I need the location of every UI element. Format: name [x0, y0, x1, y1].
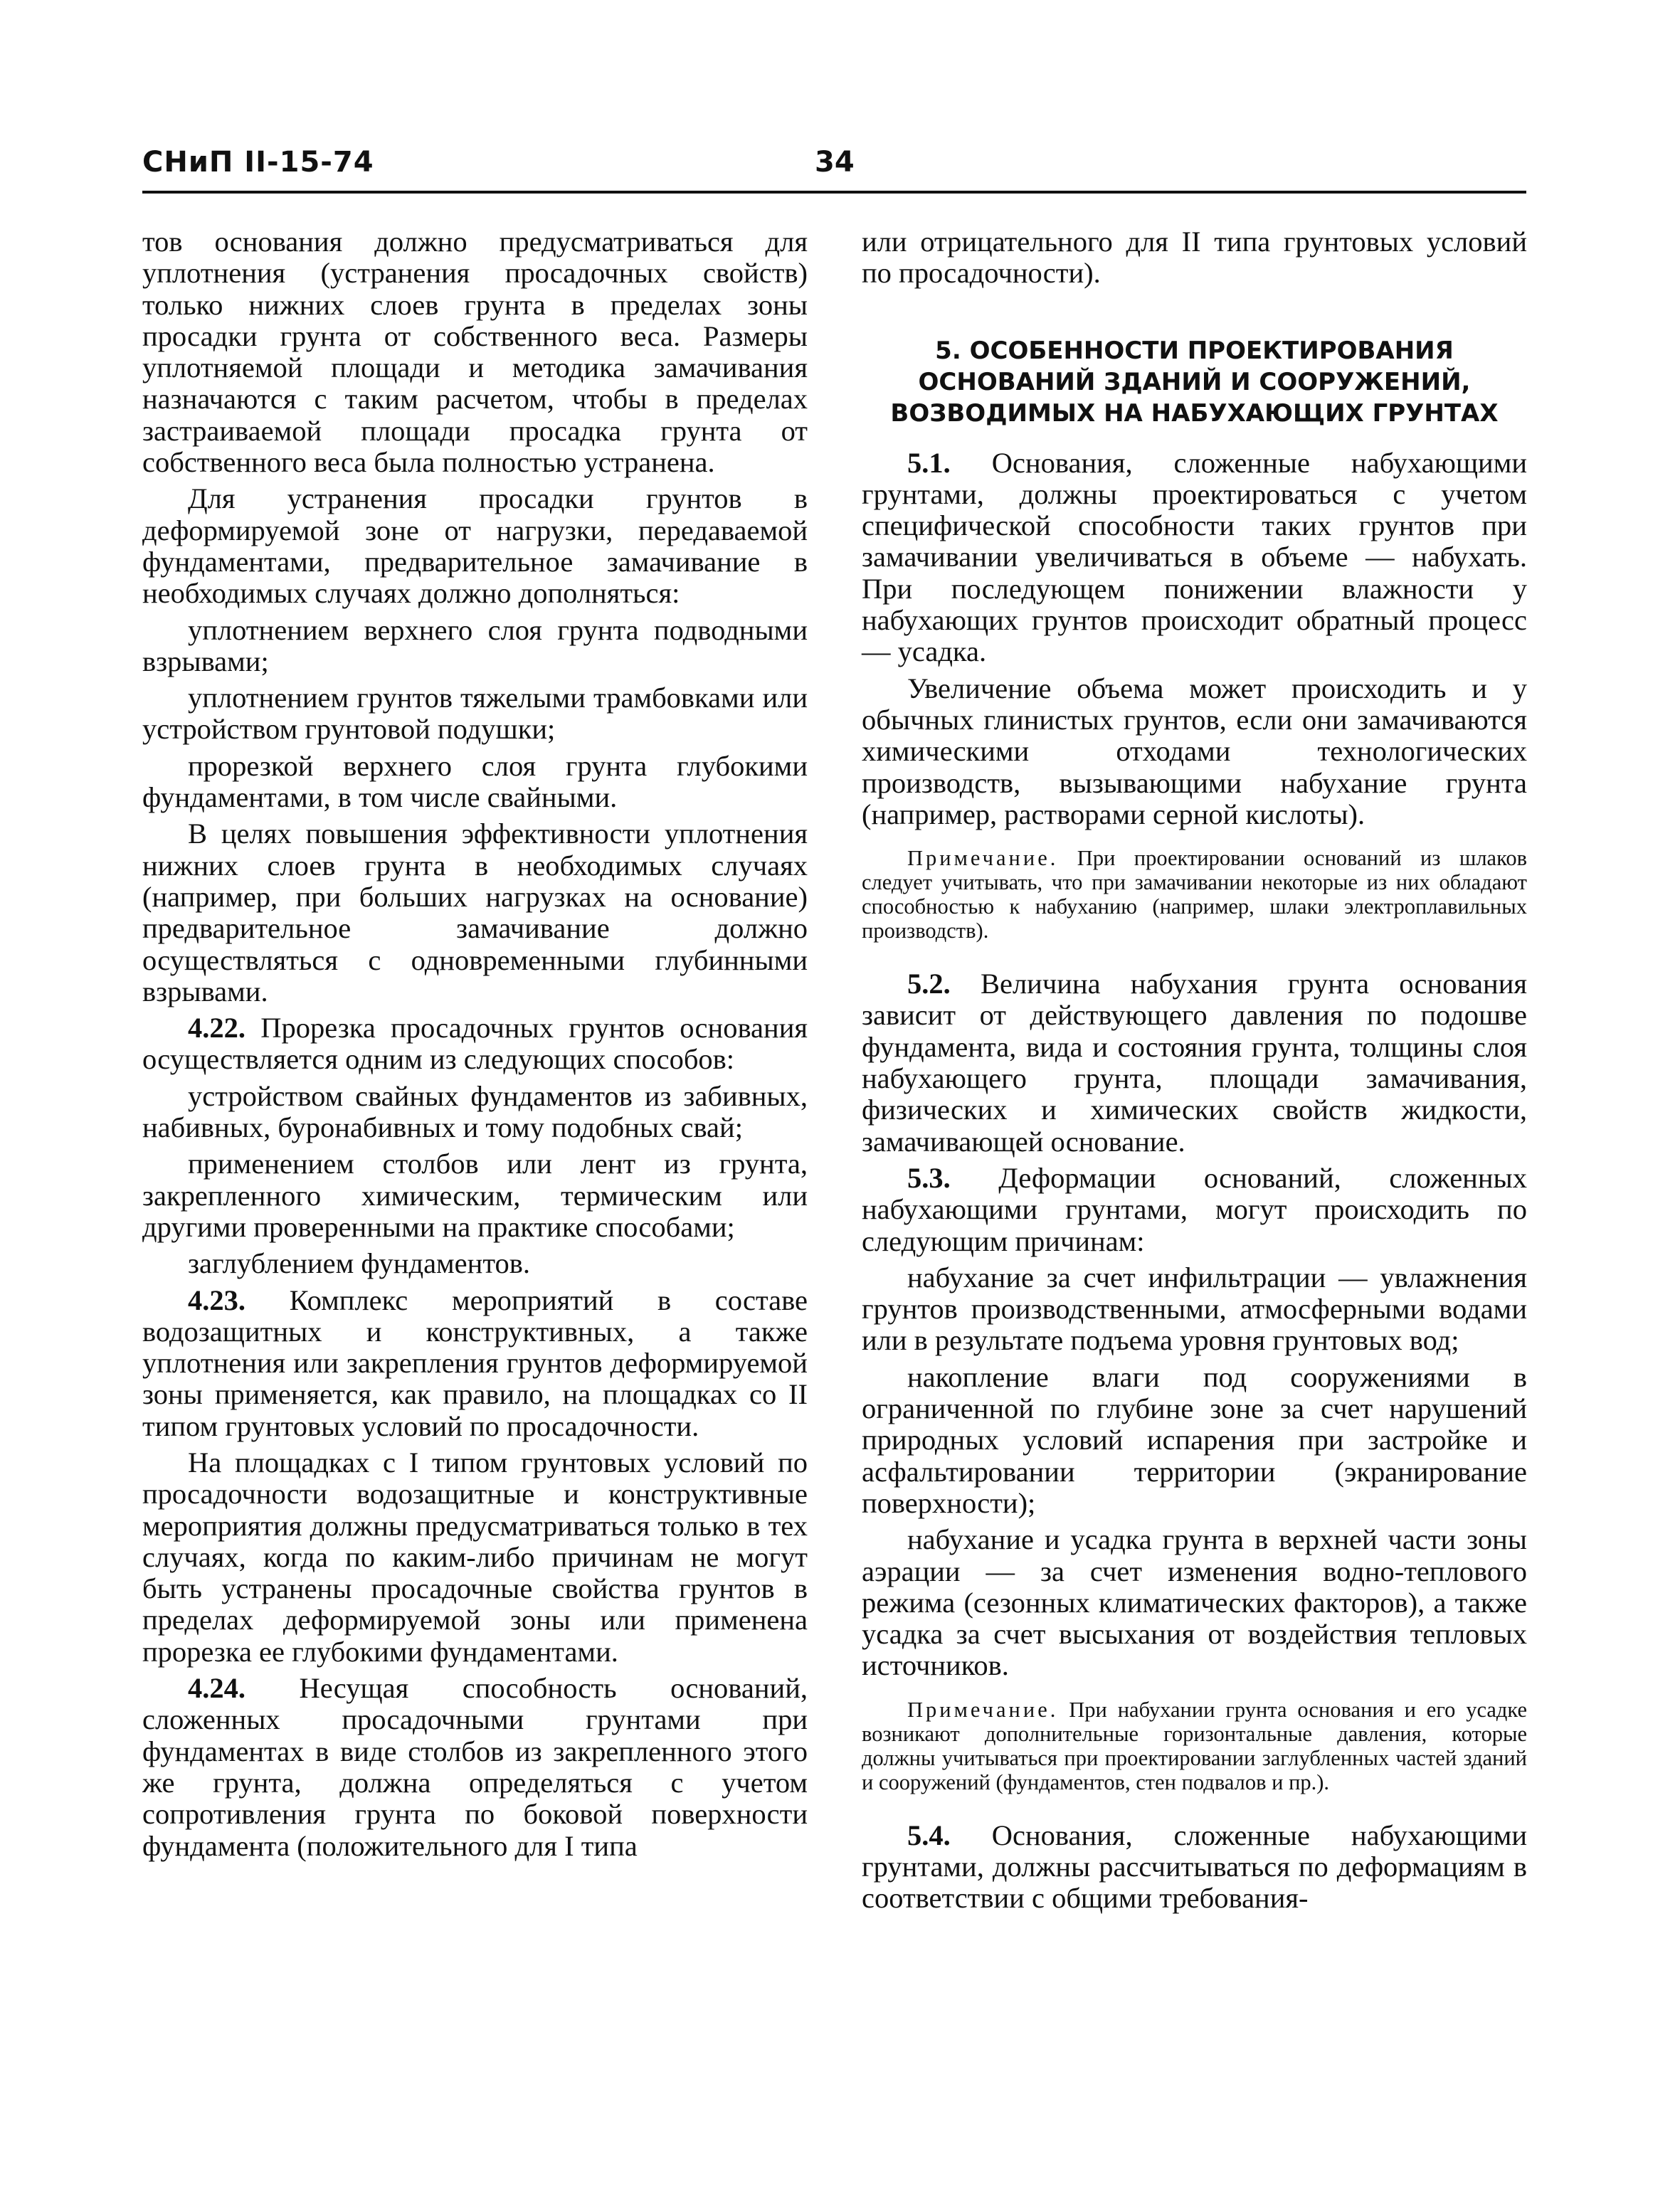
- clause-number: 4.24.: [188, 1672, 245, 1705]
- document-code: СНиП II-15-74: [142, 146, 374, 179]
- paragraph: [862, 1362, 1527, 1519]
- page-header: [142, 146, 1526, 196]
- paragraph-text: тов основания должно предусматриваться для уплотнения (устранения просадочных свойств) только нижних слоев грунта в пределах зоны просадки грунта от собственного веса. Размеры уплотняемой площади и методика замачивания назначаются с таким расчетом, чтобы в пределах застраиваемой площади просадка грунта от собственного веса была полностью устранена.: [142, 226, 808, 479]
- paragraph-text: Для устранения просадки грунтов в деформируемой зоне от нагрузки, передаваемой фундаментами, предварительное замачивание в необходимых случаях должно дополняться:: [142, 482, 808, 610]
- section-title: [862, 335, 1527, 429]
- paragraph-text: Увеличение объема может происходить и у обычных глинистых грунтов, если они замачиваются химическими отходами технологических производств, вызывающими набухание грунта (например, растворами серной кислоты).: [862, 672, 1527, 830]
- paragraph-text: заглублением фундаментов.: [188, 1247, 530, 1280]
- paragraph-text: В целях повышения эффективности уплотнения нижних слоев грунта в необходимых случаях (например, при больших нагрузках на основание) предварительное замачивание должно осуществляться с одновременными глубинными взрывами.: [142, 818, 808, 1007]
- paragraph-text: уплотнением верхнего слоя грунта подводными взрывами;: [142, 613, 808, 677]
- paragraph: [862, 1524, 1527, 1681]
- paragraph-text: Основания, сложенные набухающими грунтами, должны проектироваться с учетом специфической способности таких грунтов при замачивании увеличиваться в объеме — набухать. При последующем понижении влажности у набухающих грунтов происходит обратный процесс — усадка.: [862, 446, 1528, 668]
- note-label: Примечание.: [907, 1697, 1059, 1722]
- paragraph: [142, 483, 808, 609]
- note-text: При проектировании оснований из шлаков следует учитывать, что при замачивании некоторые из них обладают способностью к набуханию (например, шлаки электроплавильных производств).: [862, 846, 1528, 943]
- paragraph-text: На площадках с I типом грунтовых условий по просадочности водозащитные и конструктивные мероприятия должны предусматриваться только в тех случаях, когда по каким-либо причинам не могут быть устранены просадочные свойства грунтов в пределах деформируемой зоны или применена прорезка ее глубокими фундаментами.: [142, 1446, 808, 1668]
- right-column: [862, 226, 1527, 1920]
- paragraph-text: или отрицательного для II типа грунтовых условий по просадочности).: [862, 226, 1527, 290]
- note: [862, 846, 1527, 943]
- clause-number: 4.23.: [188, 1284, 245, 1316]
- paragraph: [142, 226, 808, 478]
- paragraph: [142, 1148, 808, 1243]
- paragraph-text: накопление влаги под сооружениями в ограниченной по глубине зоне за счет нарушений природных условий испарения при застройке и асфальтировании территории (экранирование поверхности);: [862, 1360, 1527, 1519]
- header-rule: [142, 191, 1526, 194]
- paragraph-text: Несущая способность оснований, сложенных просадочными грунтами при фундаментах в виде столбов из закрепленного этого же грунта, должна определяться с учетом сопротивления грунта по боковой поверхности фундамента (положительного для I типа: [142, 1672, 808, 1862]
- paragraph: [142, 751, 808, 814]
- note: [862, 1698, 1527, 1794]
- section-title-line: ВОЗВОДИМЫХ НА НАБУХАЮЩИХ ГРУНТАХ: [890, 398, 1499, 428]
- clause-number: 5.3.: [907, 1161, 951, 1194]
- paragraph: [142, 1248, 808, 1279]
- numbered-paragraph: [862, 1820, 1527, 1915]
- paragraph-text: применением столбов или лент из грунта, закрепленного химическим, термическим или другими проверенными на практике способами;: [142, 1148, 808, 1243]
- note-label: Примечание.: [907, 846, 1059, 871]
- numbered-paragraph: [142, 1673, 808, 1862]
- paragraph-text: прорезкой верхнего слоя грунта глубокими фундаментами, в том числе свайными.: [142, 749, 808, 814]
- paragraph: [142, 818, 808, 1007]
- page-number: 34: [815, 146, 855, 179]
- clause-number: 5.4.: [907, 1819, 951, 1851]
- numbered-paragraph: [862, 1163, 1527, 1257]
- section-title-line: 5. ОСОБЕННОСТИ ПРОЕКТИРОВАНИЯ: [935, 336, 1454, 365]
- paragraph-text: уплотнением грунтов тяжелыми трамбовками или устройством грунтовой подушки;: [142, 682, 808, 746]
- paragraph: [862, 226, 1527, 290]
- paragraph: [862, 673, 1527, 830]
- paragraph: [142, 1081, 808, 1144]
- clause-number: 4.22.: [188, 1012, 245, 1044]
- numbered-paragraph: [862, 968, 1527, 1158]
- paragraph-text: Комплекс мероприятий в составе водозащитных и конструктивных, а также уплотнения или закрепления грунтов деформируемой зоны применяется, как правило, на площадках со II типом грунтовых условий по просадочности.: [142, 1284, 808, 1442]
- section-title-line: ОСНОВАНИЙ ЗДАНИЙ И СООРУЖЕНИЙ,: [918, 367, 1471, 396]
- paragraph-text: Величина набухания грунта основания зависит от действующего давления по подошве фундамента, вида и состояния грунта, толщины слоя набухающего грунта, площади замачивания, физических и химических свойств жидкости, замачивающей основание.: [862, 968, 1527, 1158]
- paragraph-text: набухание за счет инфильтрации — увлажнения грунтов производственными, атмосферными водами или в результате подъема уровня грунтовых вод;: [862, 1261, 1527, 1357]
- paragraph-text: Деформации оснований, сложенных набухающими грунтами, могут происходить по следующим причинам:: [862, 1161, 1527, 1257]
- paragraph: [862, 1262, 1527, 1357]
- paragraph-text: Прорезка просадочных грунтов основания осуществляется одним из следующих способов:: [142, 1012, 808, 1076]
- clause-number: 5.2.: [907, 968, 951, 1000]
- paragraph: [142, 615, 808, 678]
- paragraph-text: набухание и усадка грунта в верхней части зоны аэрации — за счет изменения водно-теплового режима (сезонных климатических факторов), а также усадка за счет высыхания от воздействия тепловых источников.: [862, 1523, 1527, 1682]
- paragraph: [142, 682, 808, 746]
- paragraph-text: устройством свайных фундаментов из забивных, набивных, буронабивных и тому подобных свай;: [142, 1079, 808, 1144]
- paragraph-text: Основания, сложенные набухающими грунтами, должны рассчитываться по деформациям в соответствии с общими требования-: [862, 1819, 1528, 1915]
- numbered-paragraph: [142, 1285, 808, 1442]
- numbered-paragraph: [142, 1012, 808, 1076]
- left-column: [142, 226, 808, 1867]
- numbered-paragraph: [862, 448, 1527, 668]
- note-text: При набухании грунта основания и его усадке возникают дополнительные горизонтальные давления, которые должны учитываться при проектировании заглубленных частей зданий и сооружений (фундаментов, стен подвалов и пр.).: [862, 1697, 1528, 1794]
- paragraph: [142, 1447, 808, 1668]
- clause-number: 5.1.: [907, 446, 951, 479]
